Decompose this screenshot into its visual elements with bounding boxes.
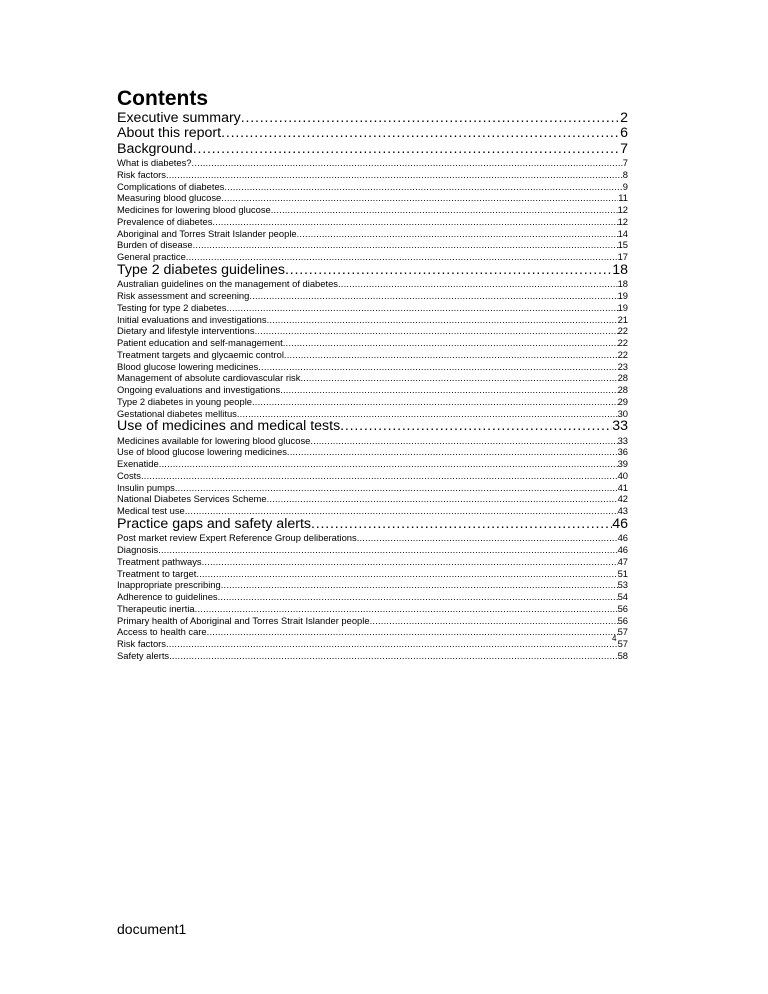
dot-leader [169,650,617,662]
dot-leader [195,603,618,615]
stray-page-mark: 4 [612,634,617,643]
toc-page-number: 17 [617,251,628,263]
document-footer: document1 [117,921,187,937]
toc-subsection-entry[interactable] [117,251,628,263]
toc-subsection-entry[interactable] [117,228,628,240]
toc-subsection-entry[interactable] [117,302,628,314]
dot-leader [221,192,618,204]
toc-entries [117,111,628,662]
dot-leader [218,591,618,603]
toc-page-number: 56 [617,602,628,614]
dot-leader [258,361,617,373]
dot-leader [193,142,620,157]
toc-subsection-entry[interactable] [117,384,628,396]
dot-leader [255,325,618,337]
toc-page-number: 22 [617,325,628,337]
dot-leader [237,408,618,420]
toc-entry-label: Access to health care [117,626,207,638]
toc-entry-label: About this report [117,126,222,142]
toc-page-number: 33 [617,434,628,446]
toc-entry-label: Inappropriate prescribing [117,579,221,591]
toc-subsection-entry[interactable] [117,638,628,650]
toc-section-entry[interactable] [117,142,628,157]
toc-subsection-entry[interactable] [117,290,628,302]
dot-leader [311,517,612,532]
dot-leader [221,126,620,141]
toc-subsection-entry[interactable] [117,591,628,603]
dot-leader [241,111,620,126]
toc-subsection-entry[interactable] [117,361,628,373]
toc-subsection-entry[interactable] [117,603,628,615]
toc-entry-label: Post market review Expert Reference Group deliberations [117,532,357,544]
dot-leader [357,532,618,544]
toc-page-number: 46 [617,544,628,556]
toc-entry-label: Patient education and self-management [117,337,283,349]
toc-entry-label: Complications of diabetes [117,180,225,192]
toc-entry-label: Medicines for lowering blood glucose [117,204,271,216]
dot-leader [297,228,618,240]
toc-page-number: 15 [617,239,628,251]
dot-leader [285,263,612,278]
toc-page-number: 19 [617,301,628,313]
dot-leader [280,384,617,396]
toc-page-number: 36 [617,446,628,458]
dot-leader [284,349,618,361]
toc-section-entry[interactable] [117,111,628,126]
toc-subsection-entry[interactable] [117,314,628,326]
toc-page-number: 18 [617,278,628,290]
dot-leader [175,482,618,494]
toc-page-number: 33 [612,419,628,435]
dot-leader [283,337,618,349]
toc-subsection-entry[interactable] [117,435,628,447]
toc-subsection-entry[interactable] [117,372,628,384]
toc-subsection-entry[interactable] [117,278,628,290]
toc-subsection-entry[interactable] [117,204,628,216]
dot-leader [252,396,618,408]
toc-entry-label: Risk factors [117,168,166,180]
dot-leader [340,419,612,434]
toc-entry-label: Insulin pumps [117,481,175,493]
toc-entry-label: Testing for type 2 diabetes [117,301,227,313]
toc-entry-label: Costs [117,469,141,481]
dot-leader [159,458,618,470]
dot-leader [166,169,623,181]
toc-page-number: 18 [612,262,628,278]
toc-entry-label: Treatment pathways [117,555,202,567]
toc-entry-label: Type 2 diabetes in young people [117,395,252,407]
dot-leader [249,290,617,302]
toc-entry-label: Ongoing evaluations and investigations [117,384,281,396]
dot-leader [310,435,617,447]
toc-entry-label: Use of medicines and medical tests [117,419,341,435]
toc-entry-label: Medical test use [117,505,185,517]
toc-entry-label: Exenatide [117,458,159,470]
toc-entry-label: Type 2 diabetes guidelines [117,262,286,278]
toc-page-number: 53 [617,579,628,591]
dot-leader [267,493,618,505]
dot-leader [192,157,623,169]
dot-leader [267,314,618,326]
dot-leader [202,556,618,568]
table-of-contents [117,86,628,662]
toc-entry-label: Use of blood glucose lowering medicines [117,446,287,458]
toc-page-number: 56 [617,614,628,626]
toc-page-number: 42 [617,493,628,505]
toc-subsection-entry[interactable] [117,446,628,458]
dot-leader [185,505,618,517]
toc-subsection-entry[interactable] [117,626,628,638]
toc-page-number: 9 [622,180,628,192]
toc-entry-label: What is diabetes? [117,157,192,169]
toc-entry-label: Executive summary [117,111,241,126]
dot-leader [226,302,617,314]
toc-subsection-entry[interactable] [117,579,628,591]
toc-section-entry[interactable] [117,419,628,434]
toc-entry-label: Diagnosis [117,544,159,556]
toc-page-number: 57 [617,626,628,638]
dot-leader [287,446,618,458]
dot-leader [158,544,617,556]
toc-page-number: 7 [620,141,628,157]
toc-page-number: 22 [617,337,628,349]
toc-section-entry[interactable] [117,126,628,141]
toc-page-number: 41 [617,481,628,493]
toc-page-number: 40 [617,469,628,481]
toc-page-number: 6 [620,126,628,142]
toc-entry-label: Primary health of Aboriginal and Torres Strait Islander people [117,614,370,626]
toc-entry-label: Aboriginal and Torres Strait Islander people [117,227,297,239]
toc-subsection-entry[interactable] [117,544,628,556]
toc-entry-label: Background [117,141,193,157]
toc-subsection-entry[interactable] [117,458,628,470]
dot-leader [221,579,618,591]
toc-page-number: 14 [617,227,628,239]
toc-page-number: 54 [617,591,628,603]
toc-subsection-entry[interactable] [117,650,628,662]
toc-subsection-entry[interactable] [117,169,628,181]
toc-page-number: 28 [617,372,628,384]
toc-entry-label: National Diabetes Services Scheme [117,493,267,505]
toc-subsection-entry[interactable] [117,157,628,169]
toc-entry-label: Risk assessment and screening [117,290,250,302]
toc-page-number: 22 [617,348,628,360]
toc-page-number: 19 [617,290,628,302]
contents-heading: Contents [117,87,208,110]
toc-entry-label: Initial evaluations and investigations [117,313,267,325]
toc-entry-label: Dietary and lifestyle interventions [117,325,255,337]
toc-entry-label: Gestational diabetes mellitus [117,407,237,419]
toc-subsection-entry[interactable] [117,482,628,494]
toc-subsection-entry[interactable] [117,408,628,420]
dot-leader [196,568,617,580]
toc-subsection-entry[interactable] [117,239,628,251]
toc-subsection-entry[interactable] [117,396,628,408]
dot-leader [141,470,618,482]
toc-entry-label: Treatment targets and glycaemic control [117,348,284,360]
toc-entry-label: Treatment to target [117,567,197,579]
toc-entry-label: Safety alerts [117,649,170,661]
dot-leader [193,239,618,251]
toc-entry-label: Medicines available for lowering blood glucose [117,434,311,446]
toc-entry-label: Risk factors [117,638,166,650]
toc-page-number: 12 [617,204,628,216]
toc-entry-label: Prevalence of diabetes [117,215,213,227]
toc-subsection-entry[interactable] [117,568,628,580]
dot-leader [166,638,618,650]
toc-entry-label: Management of absolute cardiovascular risk [117,372,301,384]
toc-subsection-entry[interactable] [117,505,628,517]
toc-entry-label: Therapeutic inertia [117,602,195,614]
toc-subsection-entry[interactable] [117,216,628,228]
toc-page-number: 46 [612,516,628,532]
toc-entry-label: Adherence to guidelines [117,591,218,603]
toc-entry-label: Burden of disease [117,239,193,251]
toc-subsection-entry[interactable] [117,192,628,204]
toc-subsection-entry[interactable] [117,493,628,505]
toc-page-number: 29 [617,395,628,407]
toc-subsection-entry[interactable] [117,181,628,193]
toc-page-number: 58 [617,649,628,661]
toc-page-number: 12 [617,215,628,227]
dot-leader [338,278,618,290]
toc-subsection-entry[interactable] [117,325,628,337]
toc-page-number: 57 [617,638,628,650]
toc-page-number: 7 [622,157,628,169]
toc-page-number: 51 [617,567,628,579]
toc-subsection-entry[interactable] [117,349,628,361]
toc-page-number: 21 [617,313,628,325]
toc-subsection-entry[interactable] [117,532,628,544]
toc-subsection-entry[interactable] [117,615,628,627]
toc-section-entry[interactable] [117,517,628,532]
toc-page-number: 28 [617,384,628,396]
toc-page-number: 43 [617,505,628,517]
toc-page-number: 23 [617,360,628,372]
toc-subsection-entry[interactable] [117,337,628,349]
toc-entry-label: General practice [117,251,186,263]
toc-page-number: 47 [617,555,628,567]
toc-page-number: 2 [620,111,628,126]
toc-subsection-entry[interactable] [117,556,628,568]
toc-entry-label: Blood glucose lowering medicines [117,360,259,372]
dot-leader [370,615,618,627]
dot-leader [271,204,618,216]
toc-page-number: 39 [617,458,628,470]
toc-subsection-entry[interactable] [117,470,628,482]
toc-section-entry[interactable] [117,263,628,278]
dot-leader [224,181,622,193]
toc-page-number: 46 [617,532,628,544]
dot-leader [186,251,618,263]
toc-page-number: 8 [622,168,628,180]
dot-leader [207,626,618,638]
toc-page-number: 30 [617,407,628,419]
dot-leader [212,216,617,228]
dot-leader [300,372,617,384]
toc-entry-label: Measuring blood glucose [117,192,222,204]
toc-entry-label: Practice gaps and safety alerts [117,516,311,532]
toc-entry-label: Australian guidelines on the management of diabetes [117,278,338,290]
toc-page-number: 11 [618,192,628,204]
